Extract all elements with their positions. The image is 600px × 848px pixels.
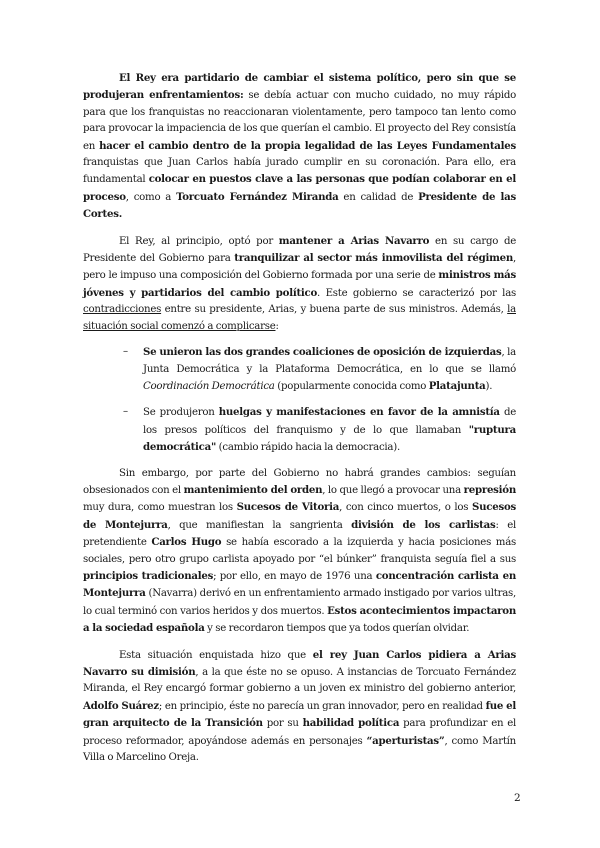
text-run: Se produjeron: [143, 407, 219, 419]
bold-text: colocar en puestos clave a las personas que podían colaborar en el proceso: [83, 173, 516, 203]
text-run: El Rey, al principio, optó por: [119, 235, 279, 247]
bold-text: "ruptura democrática": [143, 423, 516, 454]
text-run: y se recordaron tiempos que ya todos querían olvidar.: [204, 623, 470, 635]
underlined-text: la situación social comenzó a complicarse: [83, 304, 516, 332]
bold-text: hacer el cambio dentro de la propia legalidad de las Leyes Fundamentales: [99, 139, 516, 152]
text-run: , como a: [125, 191, 177, 203]
bold-text: Adolfo Suárez: [83, 699, 159, 712]
bold-text: Sucesos de Montejurra: [83, 501, 516, 531]
text-run: ; en principio, éste no parecía un gran innovador, pero en realidad: [158, 700, 486, 712]
underlined-text: contradicciones: [83, 304, 162, 316]
bold-text: Platajunta: [428, 379, 486, 392]
text-run: para profundizar en el proceso reformador, apoyándose además en personajes: [83, 718, 516, 747]
text-run: (cambio rápido hacia la democracia).: [216, 442, 400, 454]
text-run: , pero le impuso una composición del Gobierno formada por una serie de: [83, 253, 517, 282]
text-run: ; por ello, en mayo de 1976 una: [213, 570, 376, 582]
page-number: 2: [514, 792, 521, 804]
text-run: , como Martín Villa o Marcelino Oreja.: [83, 735, 516, 764]
bullet-huelgas: [143, 404, 516, 456]
bold-text: mantener a Arias Navarro: [278, 234, 430, 247]
bold-text: principios tradicionales: [83, 569, 214, 582]
text-run: , a la que éste no se opuso. A instancias de Torcuato Fernández Miranda, el Rey encargó formar gobierno a un joven ex ministro del gobierno anterior,: [83, 667, 516, 695]
text-run: franquistas que Juan Carlos había jurado cumplir en su coronación. Para ello, era fundamental: [83, 157, 516, 186]
bold-text: Se unieron las dos grandes coaliciones de oposición de izquierdas: [143, 346, 502, 359]
text-run: , lo que llegó a provocar una: [322, 484, 464, 496]
bold-text: habilidad política: [302, 717, 400, 730]
bold-text: mantenimiento del orden: [183, 483, 323, 496]
text-run: entre su presidente, Arias, y buena parte de sus ministros. Además,: [161, 304, 508, 316]
bold-text: Estos acontecimientos impactaron a la sociedad española: [83, 604, 516, 635]
bold-text: huelgas y manifestaciones en favor de la amnistía: [218, 406, 500, 419]
paragraph-rey-partidario: [83, 70, 516, 224]
bullet-coaliciones: [143, 344, 516, 395]
paragraph-arias-navarro: [83, 233, 516, 335]
bold-text: Presidente de las Cortes.: [83, 190, 516, 221]
text-run: . Este gobierno se caracterizó por las: [317, 287, 516, 299]
text-run: por su: [262, 718, 303, 730]
text-run: , la Junta Democrática y la Plataforma Democrática, en lo que se llamó: [143, 347, 516, 375]
italic-text: Coordinación Democrática: [143, 380, 275, 392]
text-run: en calidad de: [338, 191, 419, 203]
bold-text: ministros más jóvenes y partidarios del cambio político: [83, 269, 517, 299]
text-run: de los presos políticos del franquismo y de lo que llamaban: [143, 407, 517, 436]
paragraph-represion: [83, 466, 516, 638]
text-run: muy dura, como muestran los: [83, 502, 237, 514]
document-body: [83, 70, 516, 775]
bold-text: división de los carlistas: [351, 518, 496, 531]
text-run: Esta situación enquistada hizo que: [119, 649, 313, 661]
text-run: en su cargo de Presidente del Gobierno para: [83, 235, 516, 265]
bold-text: tranquilizar al sector más inmovilista del régimen: [234, 252, 514, 265]
paragraph-suarez: [83, 647, 516, 767]
bold-text: El Rey era partidario de cambiar el sistema político, pero sin que se produjeran enfrentamientos:: [83, 72, 516, 102]
text-run: , que manifiestan la sangrienta: [167, 519, 352, 531]
text-run: (popularmente conocida como: [274, 380, 429, 392]
bold-text: “aperturistas”: [366, 734, 445, 747]
text-run: , con cinco muertos, o los: [339, 502, 473, 514]
bold-text: concentración carlista en Montejurra: [83, 569, 516, 600]
bold-text: el rey Juan Carlos pidiera a Arias Navarro su dimisión: [83, 648, 516, 678]
text-run: se había escorado a la izquierda y hacia posiciones más sociales, pero otro grupo carlista apoyado por “el búnker” franquista seguía fiel a sus: [83, 537, 516, 565]
bold-text: represión: [463, 483, 516, 496]
text-run: Sin embargo, por parte del Gobierno no habrá grandes cambios: seguían obsesionados con el: [83, 467, 516, 496]
bold-text: Sucesos de Vitoria: [236, 501, 340, 514]
bullet-list: [83, 344, 516, 456]
text-run: se debía actuar con mucho cuidado, no muy rápido para que los franquistas no reaccionaran violentamente, pero tampoco tan lento como para provocar la impaciencia de los que querían el cambio. El proyecto del Rey consistía en: [83, 90, 516, 152]
text-run: : el pretendiente: [83, 519, 516, 549]
bold-text: Torcuato Fernández Miranda: [176, 190, 339, 203]
bold-text: Carlos Hugo: [151, 536, 222, 549]
bold-text: fue el gran arquitecto de la Transición: [83, 699, 516, 730]
text-run: (Navarra) derivó en un enfrentamiento armado instigado por varios ultras, lo cual terminó con varios heridos y dos muertos.: [83, 588, 516, 617]
text-run: :: [275, 320, 279, 332]
text-run: ).: [485, 380, 493, 392]
